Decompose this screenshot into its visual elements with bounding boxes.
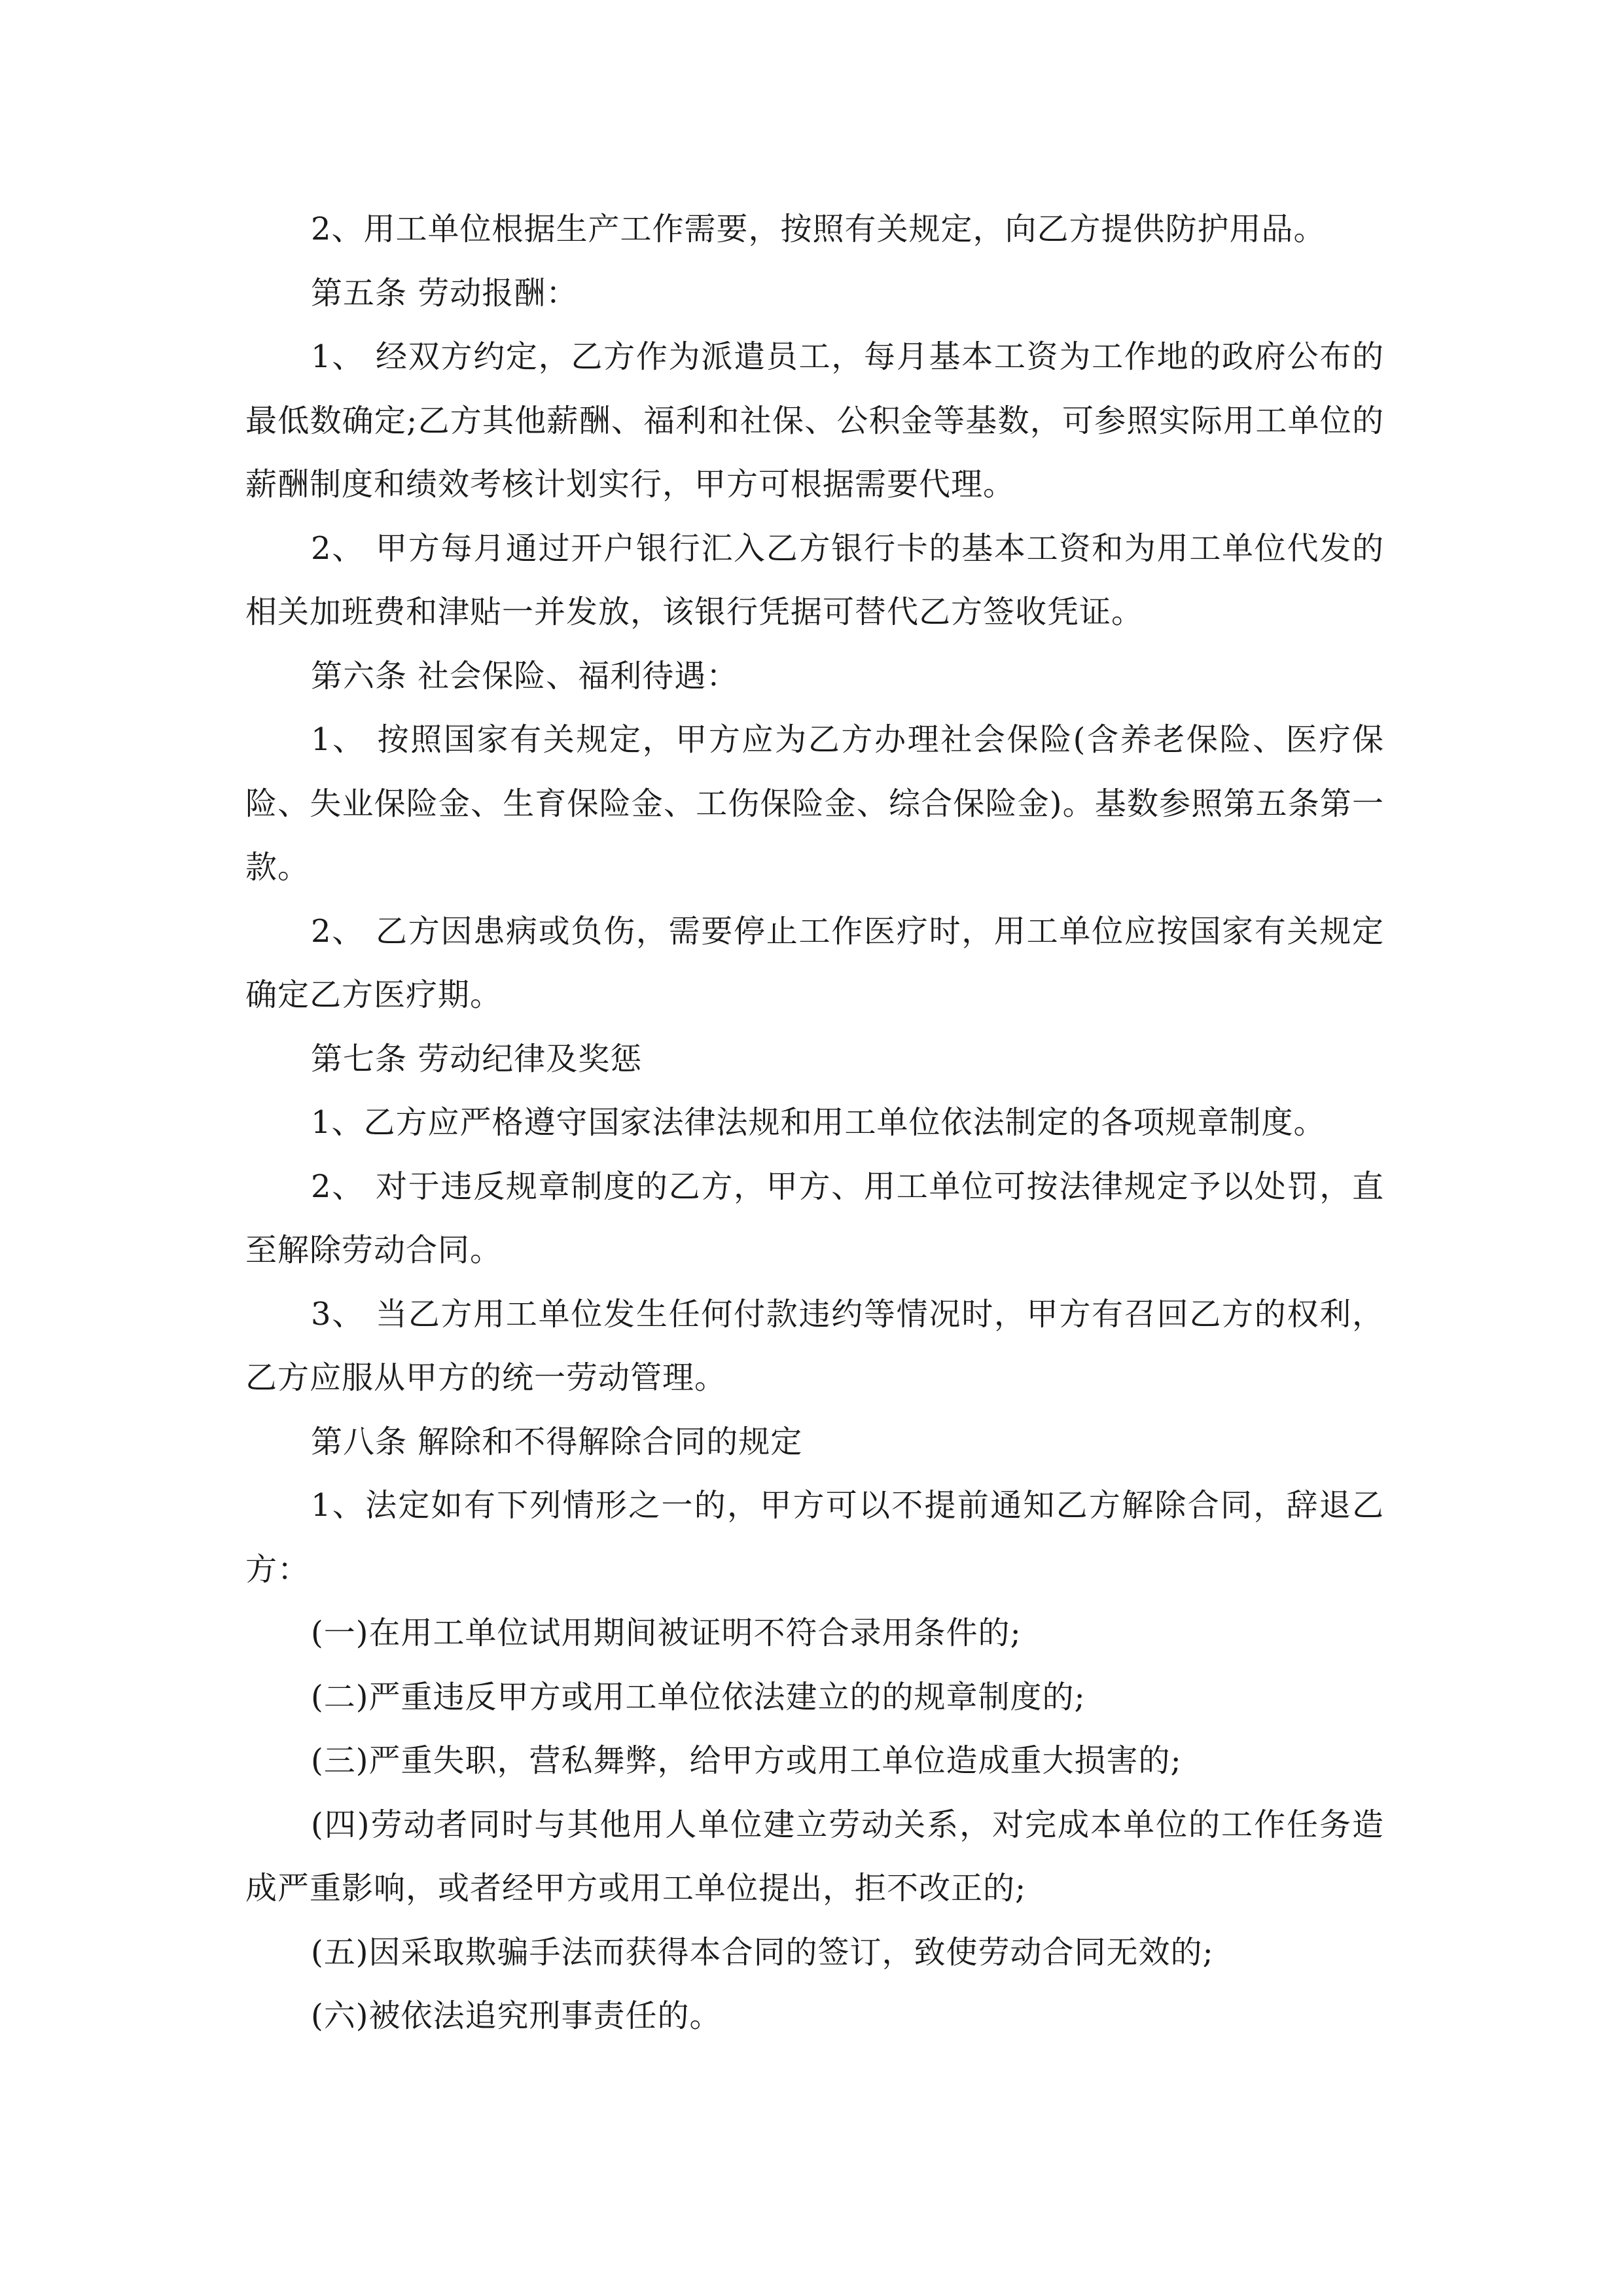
- list-item-3: (三)严重失职，营私舞弊，给甲方或用工单位造成重大损害的;: [311, 1742, 1182, 1779]
- article-8-heading: 第八条 解除和不得解除合同的规定: [311, 1423, 803, 1460]
- paragraph-6-2-medical: 2、 乙方因患病或负伤，需要停止工作医疗时，用工单位应按国家有关规定确定乙方医疗期。: [245, 912, 1384, 1013]
- list-item-2: (二)严重违反甲方或用工单位依法建立的的规章制度的;: [311, 1678, 1086, 1715]
- list-item-1: (一)在用工单位试用期间被证明不符合录用条件的;: [311, 1615, 1022, 1651]
- article-7-heading: 第七条 劳动纪律及奖惩: [311, 1040, 643, 1077]
- list-item-5: (五)因采取欺骗手法而获得本合同的签订，致使劳动合同无效的;: [311, 1933, 1214, 1971]
- paragraph-protective-equipment: 2、用工单位根据生产工作需要，按照有关规定，向乙方提供防护用品。: [311, 211, 1326, 247]
- paragraph-7-1-rules: 1、乙方应严格遵守国家法律法规和用工单位依法制定的各项规章制度。: [311, 1104, 1326, 1141]
- paragraph-5-1-salary: 1、 经双方约定，乙方作为派遣员工，每月基本工资为工作地的政府公布的最低数确定;乙方其他薪酬、福利和社保、公积金等基数，可参照实际用工单位的薪酬制度和绩效考核计划实行，甲方可根据需要代理。: [245, 338, 1384, 503]
- list-item-4: (四)劳动者同时与其他用人单位建立劳动关系，对完成本单位的工作任务造成严重影响，或者经甲方或用工单位提出，拒不改正的;: [245, 1806, 1384, 1907]
- paragraph-5-2-payment: 2、 甲方每月通过开户银行汇入乙方银行卡的基本工资和为用工单位代发的相关加班费和津贴一并发放，该银行凭据可替代乙方签收凭证。: [245, 529, 1384, 630]
- article-5-heading: 第五条 劳动报酬：: [311, 274, 579, 312]
- paragraph-7-3-recall: 3、 当乙方用工单位发生任何付款违约等情况时，甲方有召回乙方的权利，乙方应服从甲方的统一劳动管理。: [245, 1295, 1384, 1396]
- paragraph-8-1-termination: 1、法定如有下列情形之一的，甲方可以不提前通知乙方解除合同，辞退乙方：: [245, 1487, 1384, 1588]
- list-item-6: (六)被依法追究刑事责任的。: [311, 1998, 722, 2034]
- paragraph-6-1-insurance: 1、 按照国家有关规定，甲方应为乙方办理社会保险(含养老保险、医疗保险、失业保险金、生育保险金、工伤保险金、综合保险金)。基数参照第五条第一款。: [245, 721, 1384, 886]
- document-body: [245, 198, 1384, 2049]
- paragraph-7-2-penalty: 2、 对于违反规章制度的乙方，甲方、用工单位可按法律规定予以处罚，直至解除劳动合同。: [245, 1168, 1384, 1268]
- article-6-heading: 第六条 社会保险、福利待遇：: [311, 657, 739, 694]
